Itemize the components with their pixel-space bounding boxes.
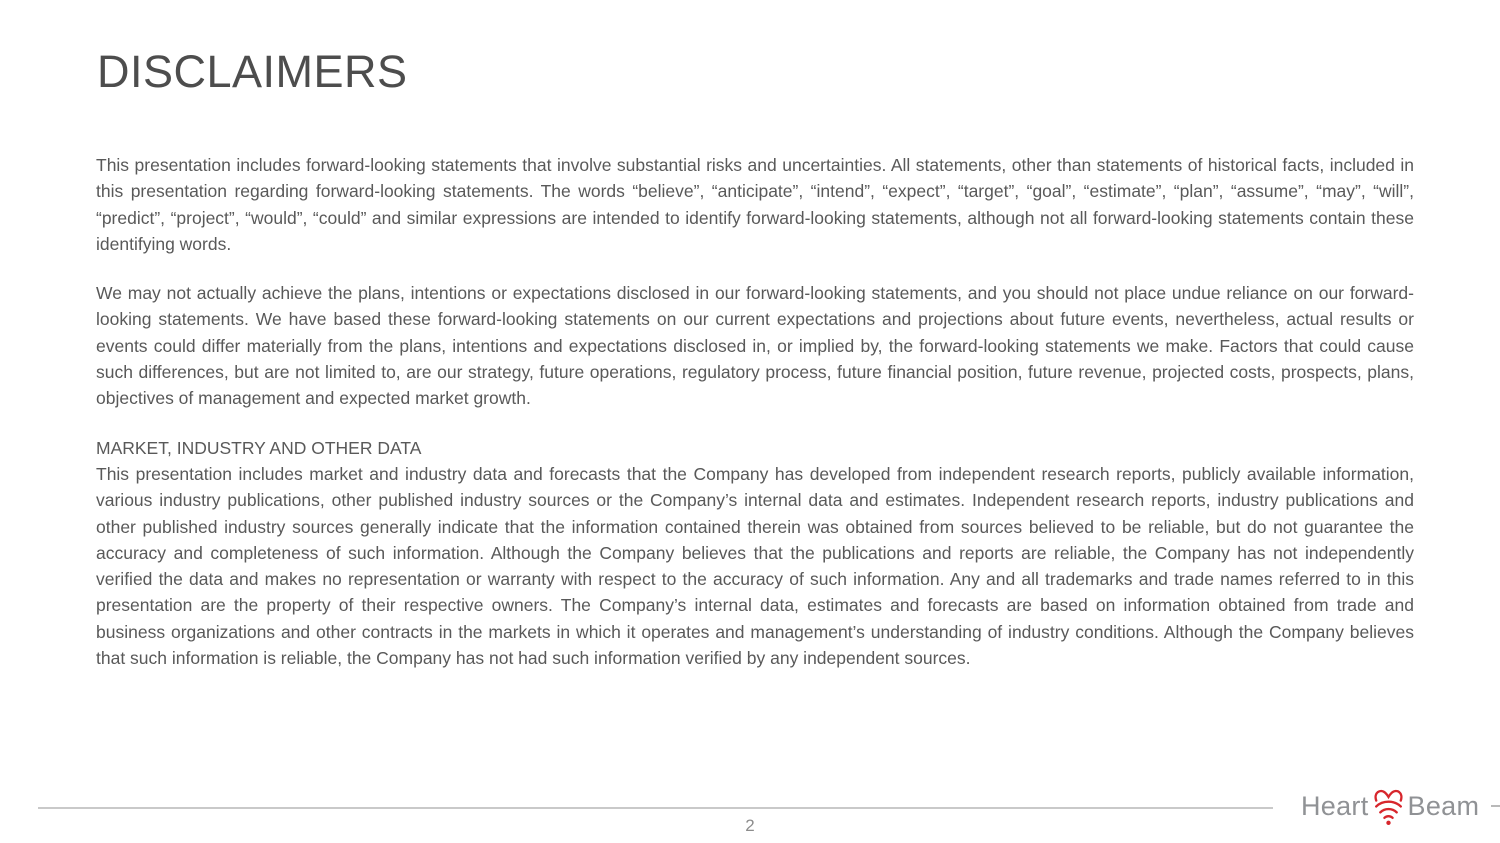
market-industry-data-paragraph: This presentation includes market and industry data and forecasts that the Company has developed from independent research reports, publicly available information, various industry publications, other published industry sources or the Company’s internal data and estimates. Independent research reports, industry publications and other published industry sources generally indicate that the information contained therein was obtained from sources believed to be reliable, but do not guarantee the accuracy and completeness of such information. Although the Company believes that the publications and reports are reliable, the Company has not independently verified the data and makes no representation or warranty with respect to the accuracy of such information. Any and all trademarks and trade names referred to in this presentation are the property of their respective owners. The Company’s internal data, estimates and forecasts are based on information obtained from trade and business organizations and other contracts in the markets in which it operates and management’s understanding of industry conditions. Although the Company believes that such information is reliable, the Company has not had such information verified by any independent sources.: [96, 463, 1414, 669]
footer-divider-line: [38, 807, 1273, 809]
page-number: 2: [745, 816, 755, 835]
forward-looking-statements-paragraph: This presentation includes forward-looking statements that involve substantial risks and uncertainties. All statements, other than statements of historical facts, included in this presentation regarding forward-looking statements. The words “believe”, “anticipate”, “intend”, “expect”, “target”, “goal”, “estimate”, “plan”, “assume”, “may”, “will”, “predict”, “project”, “would”, “could” and similar expressions are intended to identify forward-looking statements, although not all forward-looking statements contain these identifying words.: [96, 155, 1414, 254]
reliance-paragraph: We may not actually achieve the plans, intentions or expectations disclosed in our forward-looking statements, and you should not place undue reliance on our forward-looking statements. We have based these forward-looking statements on our current expectations and projections about future events, nevertheless, actual results or events could differ materially from the plans, intentions and expectations disclosed in, or implied by, the forward-looking statements we make. Factors that could cause such differences, but are not limited to, are our strategy, future operations, regulatory process, future financial position, future revenue, projected costs, prospects, plans, objectives of management and expected market growth.: [96, 283, 1414, 409]
slide-title: DISCLAIMERS: [97, 46, 408, 97]
heartbeam-logo: [1301, 786, 1500, 826]
logo-text-heart: Heart: [1301, 791, 1369, 821]
heartbeam-heart-wifi-icon: [1370, 786, 1407, 826]
logo-trailing-dash: [1491, 805, 1500, 807]
logo-text-beam: Beam: [1407, 791, 1480, 821]
disclaimer-text-block: [96, 152, 1414, 694]
market-industry-data-heading: MARKET, INDUSTRY AND OTHER DATA: [96, 437, 422, 458]
